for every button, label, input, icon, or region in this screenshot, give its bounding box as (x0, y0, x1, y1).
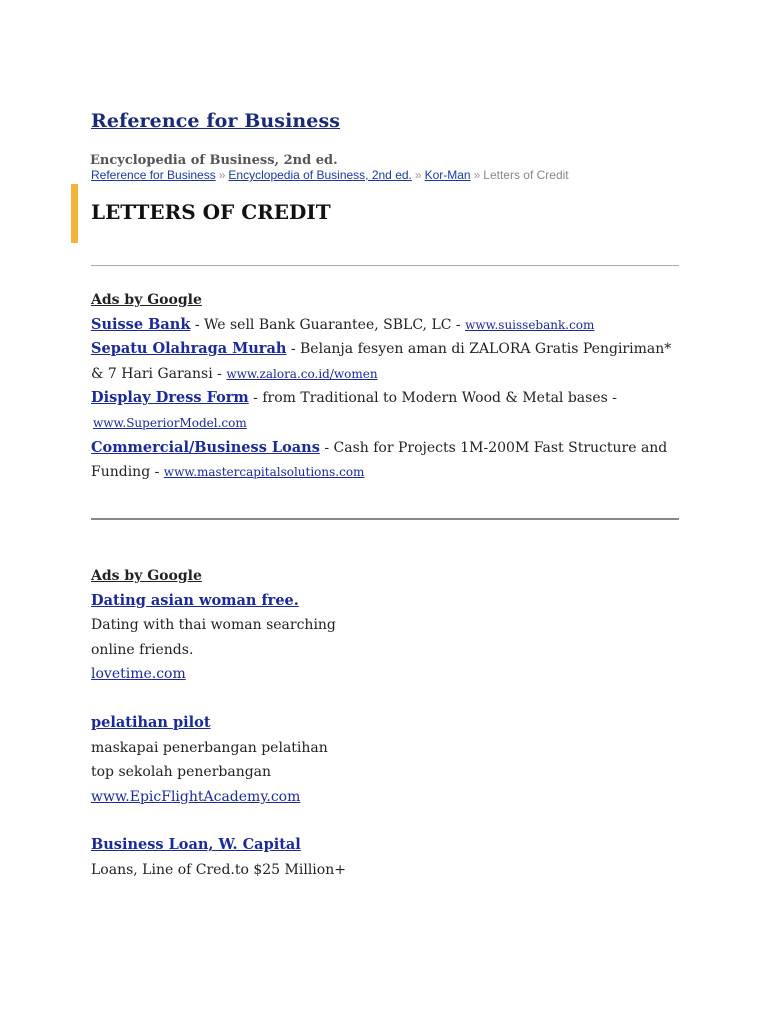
ad-url-link[interactable]: lovetime.com (91, 666, 186, 683)
ad-title-link[interactable]: Commercial/Business Loans (91, 438, 320, 456)
ad-url-link[interactable]: www.suissebank.com (465, 317, 595, 332)
ad-text: - Belanja fesyen aman di ZALORA Gratis Pengiriman* & 7 Hari Garansi - (91, 341, 672, 382)
breadcrumb-separator: » (218, 168, 226, 182)
ad-item (91, 711, 411, 809)
breadcrumb-link-encyclopedia[interactable]: Encyclopedia of Business, 2nd ed. (228, 168, 412, 182)
breadcrumb-current: Letters of Credit (483, 168, 569, 182)
ad-url-link[interactable]: www.mastercapitalsolutions.com (163, 465, 365, 480)
ad-item (91, 313, 679, 338)
ad-title-link[interactable]: Display Dress Form (91, 389, 249, 407)
encyclopedia-subtitle: Encyclopedia of Business, 2nd ed. (90, 153, 338, 168)
ad-item (91, 386, 679, 435)
ad-title-link[interactable]: Sepatu Olahraga Murah (91, 340, 287, 358)
ad-item (91, 436, 679, 485)
ad-text: - from Traditional to Modern Wood & Metal bases - (248, 390, 617, 407)
ad-url-link[interactable]: www.EpicFlightAcademy.com (91, 788, 301, 805)
breadcrumb-link-section[interactable]: Kor-Man (424, 168, 471, 182)
ad-description-line: online friends. (91, 641, 194, 658)
breadcrumb-separator: » (414, 168, 422, 182)
breadcrumb-link-home[interactable]: Reference for Business (91, 168, 216, 182)
ad-description-line: Dating with thai woman searching (91, 617, 336, 634)
ad-title-link[interactable]: Dating asian woman free. (91, 591, 299, 609)
ad-description-line: Loans, Line of Cred.to $25 Million+ (91, 861, 346, 878)
ad-title-link[interactable]: Suisse Bank (91, 315, 191, 333)
ad-url-link[interactable]: www.zalora.co.id/women (226, 366, 378, 381)
ad-description-line: maskapai penerbangan pelatihan (91, 739, 328, 756)
ads-bottom-block (91, 564, 411, 907)
ads-top-block (91, 288, 679, 485)
ad-item (91, 589, 411, 687)
title-accent-bar (71, 184, 78, 243)
divider (91, 265, 679, 266)
breadcrumb (91, 168, 569, 182)
site-title-link[interactable]: Reference for Business (91, 110, 341, 132)
ad-text: - We sell Bank Guarantee, SBLC, LC - (190, 316, 466, 333)
ad-url-link[interactable]: www.SuperiorModel.com (93, 415, 247, 430)
ad-description-line: top sekolah penerbangan (91, 764, 272, 781)
ad-item (91, 833, 411, 882)
divider (91, 518, 679, 520)
ads-heading: Ads by Google (91, 292, 202, 308)
ad-text: - Cash for Projects 1M-200M Fast Structure and Funding - (91, 439, 668, 481)
ad-title-link[interactable]: Business Loan, W. Capital (91, 836, 301, 854)
ads-heading: Ads by Google (91, 568, 202, 584)
ad-title-link[interactable]: pelatihan pilot (91, 713, 211, 731)
breadcrumb-separator: » (473, 168, 481, 182)
ad-item (91, 337, 679, 386)
page-title: LETTERS OF CREDIT (91, 200, 331, 224)
